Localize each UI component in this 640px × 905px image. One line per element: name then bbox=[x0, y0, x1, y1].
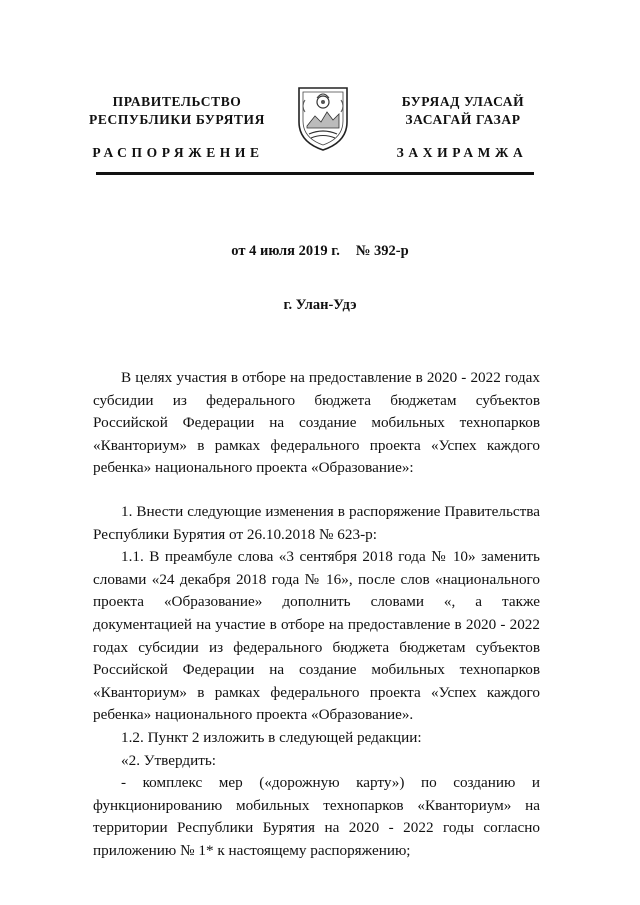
government-name-russian bbox=[72, 93, 282, 129]
government-name-buryat bbox=[358, 93, 568, 129]
document-type-russian: РАСПОРЯЖЕНИЕ bbox=[92, 145, 264, 160]
government-name-buryat-line1: БУРЯАД УЛАСАЙ bbox=[401, 94, 525, 109]
document-body bbox=[93, 367, 540, 862]
document-city: г. Улан-Удэ bbox=[283, 297, 357, 313]
paragraph-1-1: 1.1. В преамбуле слова «3 сентября 2018 года № 10» заменить словами «24 декабря 2018 года № 16», после слов «национального проекта «Образование» дополнить словами «, а также документацией на участие в отборе на предоставление в 2020 - 2022 годах субсидии из федерального бюджета бюджетам субъектов Российской Федерации на создание мобильных технопарков «Кванториум» в рамках федерального проекта «Успех каждого ребенка» национального проекта «Образование». bbox=[93, 548, 540, 724]
document-date-number bbox=[0, 243, 640, 260]
quoted-point-2: «2. Утвердить: bbox=[121, 751, 217, 769]
header-divider bbox=[96, 172, 534, 175]
paragraph-1: 1. Внести следующие изменения в распоряжение Правительства Республики Бурятия от 26.10.2018 № 623-р: bbox=[93, 502, 540, 543]
government-name-line1: ПРАВИТЕЛЬСТВО bbox=[112, 94, 242, 109]
preamble-paragraph: В целях участия в отборе на предоставление в 2020 - 2022 годах субсидии из федерального бюджета бюджетам субъектов Российской Федерации на создание мобильных технопарков «Кванториум» в рамках федерального проекта «Успех каждого ребенка» национального проекта «Образование»: bbox=[93, 369, 540, 477]
roadmap-item: - комплекс мер («дорожную карту») по созданию и функционированию мобильных технопарков «Кванториум» на территории Республики Бурятия на 2020 - 2022 годы согласно приложению № 1* к настоящему распоряжению; bbox=[93, 774, 540, 859]
government-name-buryat-line2: ЗАСАГАЙ ГАЗАР bbox=[405, 112, 521, 127]
buryatia-coat-of-arms-icon bbox=[295, 82, 351, 152]
paragraph-1-2: 1.2. Пункт 2 изложить в следующей редакции: bbox=[121, 728, 422, 746]
document-number: № 392-р bbox=[355, 243, 409, 259]
document-type-buryat: ЗАХИРАМЖА bbox=[396, 145, 528, 160]
government-name-line2: РЕСПУБЛИКИ БУРЯТИЯ bbox=[89, 112, 265, 127]
document-date: от 4 июля 2019 г. bbox=[231, 243, 340, 259]
